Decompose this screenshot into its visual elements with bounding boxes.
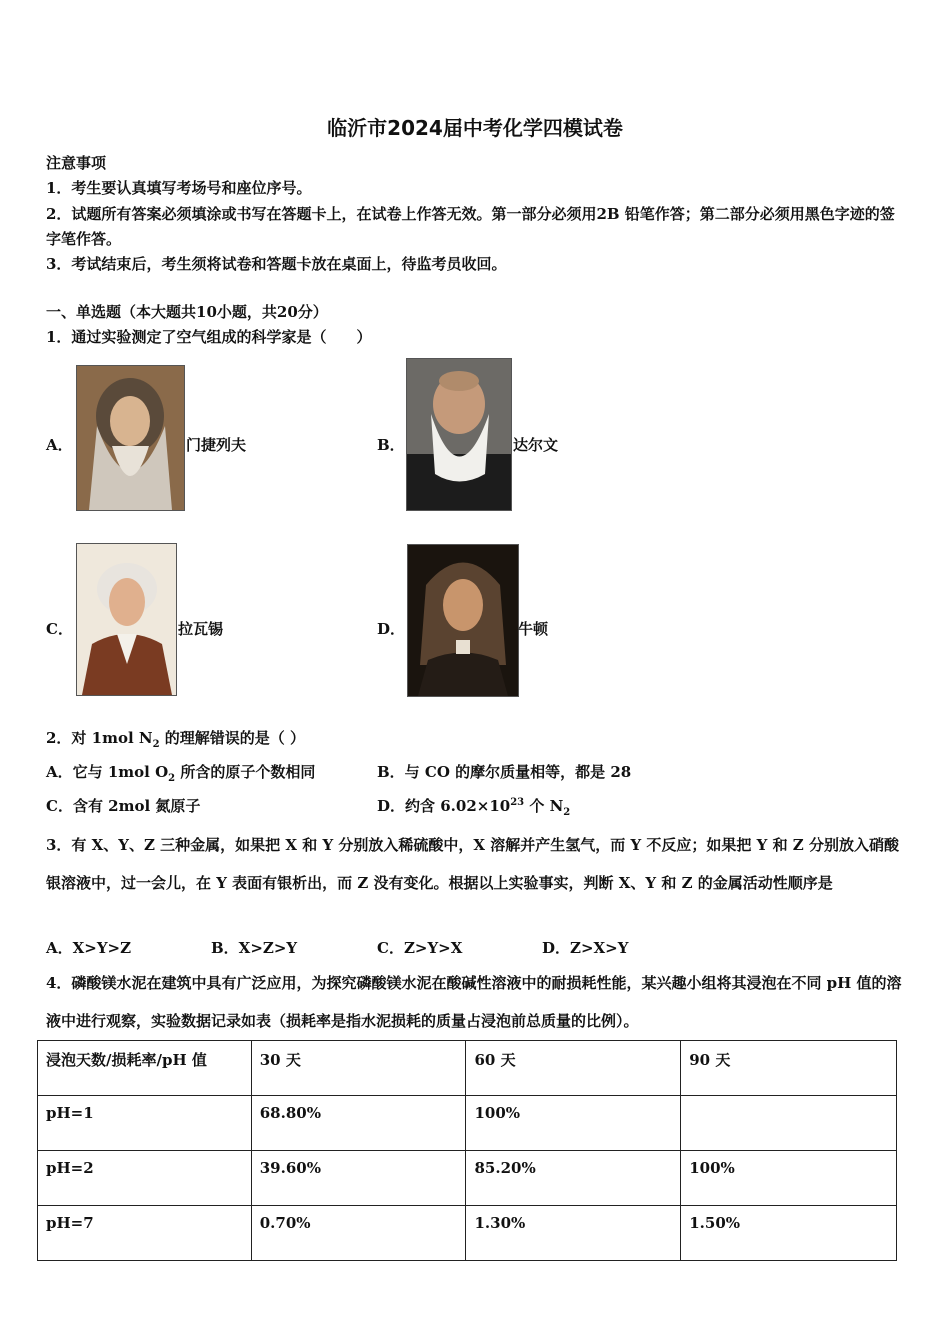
q1-option-a-letter: A． xyxy=(46,436,73,454)
question-1-stem: 1．通过实验测定了空气组成的科学家是（ ） xyxy=(46,328,372,346)
q1-option-d-name: 牛顿 xyxy=(518,620,549,638)
notice-item-2: 2．试题所有答案必须填涂或书写在答题卡上，在试卷上作答无效。第一部分必须用2B 铅笔作答；第二部分必须用黑色字迹的签字笔作答。 xyxy=(46,205,895,248)
q1-option-c-letter: C． xyxy=(46,620,73,638)
q3-option-d: D．Z>X>Y xyxy=(542,939,629,957)
loss-rate-table xyxy=(37,1040,897,1261)
q2-option-a: A．它与 1mol $O_2$ 所含的原子个数相同 xyxy=(46,763,316,784)
table-cell: 100% xyxy=(466,1096,681,1151)
table-cell: 39.60% xyxy=(251,1151,466,1206)
q1-option-b-letter: B． xyxy=(377,436,405,454)
table-cell: pH=2 xyxy=(38,1151,252,1206)
q1-option-b-name: 达尔文 xyxy=(513,436,559,454)
question-2-stem: 2．对 1mol $N_2$ 的理解错误的是（ ） xyxy=(46,729,306,750)
table-cell: 100% xyxy=(681,1151,897,1206)
table-header-cell: 浸泡天数/损耗率/pH 值 xyxy=(38,1041,252,1096)
table-cell xyxy=(681,1096,897,1151)
q2-option-b: B．与 CO 的摩尔质量相等，都是 28 xyxy=(377,763,632,781)
q2-option-d: D．约含 $6.02\times 10^{23}$ 个 $N_2$ xyxy=(377,797,571,818)
portrait-darwin xyxy=(406,358,512,511)
table-cell: 85.20% xyxy=(466,1151,681,1206)
table-header-cell: 30 天 xyxy=(251,1041,466,1096)
table-row xyxy=(38,1096,897,1151)
table-header-cell: 60 天 xyxy=(466,1041,681,1096)
notice-item-1: 1．考生要认真填写考场号和座位序号。 xyxy=(46,179,312,197)
table-header-row xyxy=(38,1041,897,1096)
page-title: 临沂市2024届中考化学四模试卷 xyxy=(327,116,623,140)
portrait-lavoisier xyxy=(76,543,177,696)
q2-option-c: C．含有 2mol 氮原子 xyxy=(46,797,201,815)
table-row xyxy=(38,1206,897,1261)
notice-item-3: 3．考试结束后，考生须将试卷和答题卡放在桌面上，待监考员收回。 xyxy=(46,255,507,273)
q3-option-c: C．Z>Y>X xyxy=(377,939,463,957)
table-header-cell: 90 天 xyxy=(681,1041,897,1096)
table-cell: 1.50% xyxy=(681,1206,897,1261)
table-cell: pH=7 xyxy=(38,1206,252,1261)
question-4-stem: 4．磷酸镁水泥在建筑中具有广泛应用，为探究磷酸镁水泥在酸碱性溶液中的耐损耗性能，某兴趣小组将其浸泡在不同 pH 值的溶液中进行观察，实验数据记录如表（损耗率是指水泥损耗的质量占浸泡前总质量的比例）。 xyxy=(46,974,902,1030)
q3-option-a: A．X>Y>Z xyxy=(46,939,132,957)
q1-option-a-name: 门捷列夫 xyxy=(186,436,247,454)
table-row xyxy=(38,1151,897,1206)
section-heading: 一、单选题（本大题共10小题，共20分） xyxy=(46,303,328,321)
q1-option-d-letter: D． xyxy=(377,620,406,638)
table-cell: 1.30% xyxy=(466,1206,681,1261)
notice-heading: 注意事项 xyxy=(46,154,107,172)
table-cell: pH=1 xyxy=(38,1096,252,1151)
table-cell: 0.70% xyxy=(251,1206,466,1261)
table-cell: 68.80% xyxy=(251,1096,466,1151)
portrait-newton xyxy=(407,544,519,697)
portrait-mendeleev xyxy=(76,365,185,511)
question-3-stem: 3．有 X、Y、Z 三种金属，如果把 X 和 Y 分别放入稀硫酸中，X 溶解并产生氢气，而 Y 不反应；如果把 Y 和 Z 分别放入硝酸银溶液中，过一会儿，在 Y 表面有银析出，而 Z 没有变化。根据以上实验事实，判断 X、Y 和 Z 的金属活动性顺序是 xyxy=(46,836,899,892)
q3-option-b: B．X>Z>Y xyxy=(211,939,298,957)
q1-option-c-name: 拉瓦锡 xyxy=(178,620,224,638)
